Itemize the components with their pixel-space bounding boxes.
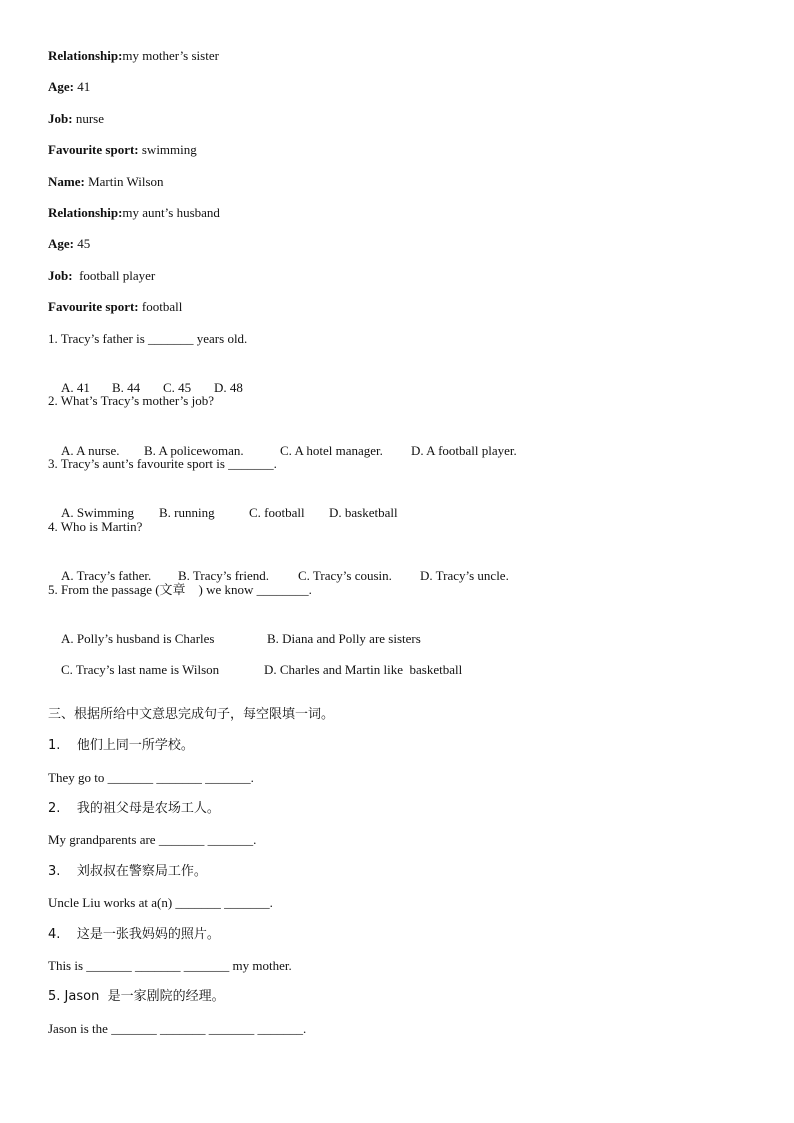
option: B. A policewoman.	[144, 442, 244, 458]
field-label: Favourite sport:	[48, 299, 139, 315]
option: D. 48	[214, 379, 243, 395]
option: C. Tracy’s last name is Wilson	[61, 662, 220, 678]
section-gap	[48, 675, 748, 706]
option: B. Tracy’s friend.	[178, 568, 269, 584]
question-options	[48, 643, 748, 678]
option: D. A football player.	[411, 442, 517, 458]
uncle-job-line	[48, 267, 748, 298]
field-value: swimming	[138, 142, 197, 158]
aunt-job-line	[48, 110, 748, 141]
field-label: Job:	[48, 110, 73, 126]
field-label: Name:	[48, 173, 85, 189]
english-fill-in: My grandparents are _______ _______.	[48, 832, 257, 848]
option: D. Charles and Martin like basketball	[264, 662, 463, 678]
field-value: Martin Wilson	[84, 173, 164, 189]
option: B. running	[159, 505, 215, 521]
question-stem: 2. What’s Tracy’s mother’s job?	[48, 393, 214, 409]
field-value: 45	[74, 236, 91, 252]
chinese-prompt: 4. 这是一张我妈妈的照片。	[48, 926, 220, 942]
chinese-prompt: 2. 我的祖父母是农场工人。	[48, 800, 220, 816]
english-fill-in: Jason is the _______ _______ _______ _______.	[48, 1020, 307, 1036]
worksheet-page	[48, 47, 748, 1051]
field-value: my aunt’s husband	[122, 204, 220, 220]
option: A. Tracy’s father.	[61, 568, 152, 584]
question-options	[48, 549, 748, 584]
field-label: Age:	[48, 236, 74, 252]
english-fill-in: Uncle Liu works at a(n) _______ _______.	[48, 895, 273, 911]
uncle-relationship-line	[48, 204, 748, 235]
chinese-prompt: 3. 刘叔叔在警察局工作。	[48, 863, 207, 879]
field-label: Relationship:	[48, 48, 123, 63]
field-label: Job:	[48, 267, 73, 283]
field-label: Favourite sport:	[48, 142, 139, 158]
option: B. Diana and Polly are sisters	[267, 631, 421, 647]
question-stem: 1. Tracy’s father is _______ years old.	[48, 330, 248, 346]
field-value: football	[138, 299, 183, 315]
chinese-prompt: 5. Jason 是一家剧院的经理。	[48, 989, 225, 1005]
option: D. Tracy’s uncle.	[420, 568, 509, 584]
option: C. Tracy’s cousin.	[298, 568, 392, 584]
field-label: Relationship:	[48, 204, 123, 220]
field-value: 41	[74, 79, 91, 95]
uncle-age-line	[48, 235, 748, 266]
aunt-relationship-line	[48, 47, 748, 78]
field-value: my mother’s sister	[122, 48, 219, 63]
option: A. Swimming	[61, 505, 134, 521]
question-options	[48, 361, 748, 395]
option: C. 45	[163, 379, 192, 395]
field-value: nurse	[72, 110, 104, 126]
question-options	[48, 424, 748, 458]
option: D. basketball	[329, 505, 398, 521]
uncle-name-line	[48, 173, 748, 204]
aunt-sport-line	[48, 141, 748, 172]
option: A. A nurse.	[61, 442, 120, 458]
option: B. 44	[112, 379, 141, 395]
field-label: Age:	[48, 79, 74, 95]
uncle-sport-line	[48, 298, 748, 329]
chinese-prompt: 1. 他们上同一所学校。	[48, 738, 194, 754]
question-stem: 5. From the passage (文章 ) we know ________.	[48, 581, 312, 597]
option: A. 41	[61, 379, 90, 395]
section-heading: 三、根据所给中文意思完成句子，每空限填一词。	[48, 706, 335, 722]
question-stem: 4. Who is Martin?	[48, 518, 143, 534]
question-options	[48, 486, 748, 521]
aunt-age-line	[48, 78, 748, 109]
english-fill-in: They go to _______ _______ _______.	[48, 769, 254, 785]
option: C. football	[249, 505, 305, 521]
question-stem: 3. Tracy’s aunt’s favourite sport is _______.	[48, 456, 277, 472]
english-fill-in: This is _______ _______ _______ my mother.	[48, 957, 292, 973]
option: C. A hotel manager.	[280, 442, 383, 458]
field-value: football player	[72, 267, 156, 283]
question-options	[48, 612, 748, 647]
option: A. Polly’s husband is Charles	[61, 631, 215, 647]
